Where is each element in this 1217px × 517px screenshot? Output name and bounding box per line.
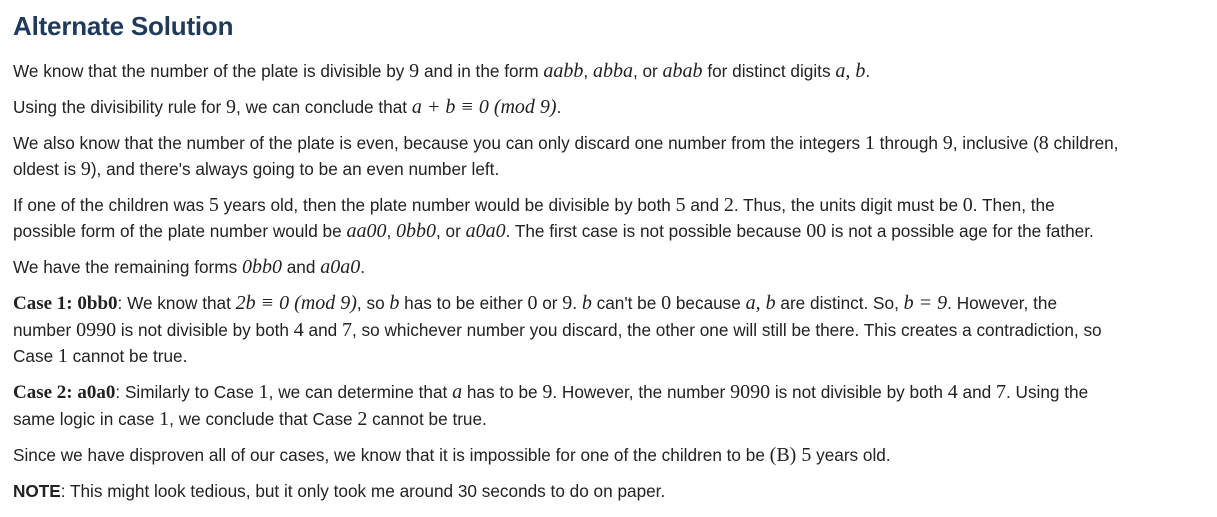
text: because: [671, 293, 746, 313]
text: has to be: [462, 382, 543, 402]
text: Using the divisibility rule for: [13, 97, 227, 117]
text: . However, the: [947, 293, 1058, 313]
math: 1: [258, 381, 269, 403]
text: . However, the number: [552, 382, 731, 402]
text: and in the form: [419, 61, 544, 81]
math: abba: [592, 60, 633, 82]
math: a0a0: [465, 220, 506, 242]
text: is not divisible by both: [116, 320, 294, 340]
math: 0990: [76, 319, 117, 341]
text: ), and there's always going to be an even number left.: [90, 159, 500, 179]
math: 1: [159, 408, 170, 430]
math: 7: [342, 319, 352, 341]
math: 5: [208, 194, 219, 216]
text: , or: [436, 221, 466, 241]
math: 7: [996, 381, 1006, 403]
text: We have the remaining forms: [13, 257, 242, 277]
text: can't be: [591, 293, 662, 313]
text: is not divisible by both: [770, 382, 948, 402]
text: ,: [583, 61, 593, 81]
text: , so: [356, 293, 390, 313]
text: , we conclude that Case: [169, 409, 358, 429]
case-label: Case 2: a0a0: [13, 382, 116, 403]
paragraph-note: [13, 478, 1207, 504]
math: 0bb0: [241, 256, 282, 278]
paragraph-conclusion: [13, 442, 1207, 468]
math: b: [389, 292, 400, 314]
paragraph-five-years-old: [13, 192, 1207, 244]
paragraph-case-2: [13, 379, 1207, 432]
section-heading: Alternate Solution: [13, 11, 234, 41]
text: and: [303, 320, 342, 340]
text: .: [556, 97, 562, 117]
math: 0: [661, 292, 672, 314]
math: 1: [57, 345, 68, 367]
text: and: [685, 195, 724, 215]
paragraph-divisibility-rule: [13, 94, 1207, 120]
text: : This might look tedious, but it only took me around 30 seconds to do on paper.: [60, 481, 666, 501]
math: a + b ≡ 0 (mod 9): [411, 96, 557, 118]
text: or: [537, 293, 563, 313]
text: and: [281, 257, 321, 277]
math: 8: [1038, 132, 1049, 154]
text: oldest is: [13, 159, 81, 179]
text: If one of the children was: [13, 195, 209, 215]
text: cannot be true.: [67, 346, 188, 366]
case-label: Case 1: 0bb0: [13, 293, 118, 314]
math: 9: [409, 60, 420, 82]
text: cannot be true.: [367, 409, 487, 429]
paragraph-remaining-forms: [13, 254, 1207, 280]
math: a, b: [745, 292, 776, 314]
math: aa00: [346, 220, 387, 242]
text: : Similarly to Case: [115, 382, 259, 402]
text: . Then, the: [972, 195, 1055, 215]
math: 4: [947, 381, 958, 403]
text: We know that the number of the plate is divisible by: [13, 61, 410, 81]
math: 0bb0: [396, 220, 436, 242]
paragraph-case-1: [13, 290, 1207, 369]
text: is not a possible age for the father.: [826, 221, 1094, 241]
text: .: [572, 293, 582, 313]
math: 0: [962, 194, 973, 216]
paragraph-even-plate: [13, 130, 1207, 182]
math: a: [452, 381, 463, 403]
text: for distinct digits: [702, 61, 836, 81]
text: . Thus, the units digit must be: [733, 195, 963, 215]
note-label: NOTE: [13, 481, 61, 501]
math: 0: [527, 292, 538, 314]
text: has to be either: [399, 293, 528, 313]
text: Since we have disproven all of our cases, we know that it is impossible for one of the children to be: [13, 445, 770, 465]
math: 9: [226, 96, 237, 118]
math: b: [581, 292, 592, 314]
text: We also know that the number of the plate is even, because you can only discard one number from the integers: [13, 133, 865, 153]
text: . Using the: [1006, 382, 1089, 402]
math: abab: [662, 60, 703, 82]
math: 1: [864, 132, 875, 154]
text: number: [13, 320, 77, 340]
math: 2: [357, 408, 368, 430]
math: 9: [80, 158, 91, 180]
text: children,: [1048, 133, 1119, 153]
text: .: [360, 257, 365, 277]
text: , we can conclude that: [236, 97, 412, 117]
math: 00: [806, 220, 827, 242]
math: aabb: [543, 60, 584, 82]
math: a, b: [835, 60, 866, 82]
text: : We know that: [117, 293, 236, 313]
text: are distinct. So,: [775, 293, 904, 313]
text: possible form of the plate number would be: [13, 221, 347, 241]
text: years old.: [811, 445, 891, 465]
text: ,: [386, 221, 396, 241]
math: 9: [942, 132, 953, 154]
text: and: [957, 382, 996, 402]
math: 9: [542, 381, 553, 403]
math: 2b ≡ 0 (mod 9): [235, 292, 357, 314]
answer-math: (B) 5: [769, 444, 812, 466]
text: . The first case is not possible because: [505, 221, 807, 241]
text: through: [874, 133, 943, 153]
text: .: [865, 61, 871, 81]
text: , we can determine that: [268, 382, 453, 402]
text: same logic in case: [13, 409, 160, 429]
math: 9: [562, 292, 573, 314]
text: , so whichever number you discard, the other one will still be there. This creates a contradiction, so: [352, 320, 1102, 340]
text: , inclusive (: [952, 133, 1039, 153]
math: 5: [675, 194, 686, 216]
text: , or: [632, 61, 663, 81]
math: 4: [293, 319, 304, 341]
math: b = 9: [903, 292, 948, 314]
text: years old, then the plate number would be divisible by both: [218, 195, 676, 215]
paragraph-plate-form: [13, 58, 1207, 84]
math: a0a0: [320, 256, 361, 278]
math: 9090: [730, 381, 771, 403]
text: Case: [13, 346, 58, 366]
math: 2: [723, 194, 734, 216]
